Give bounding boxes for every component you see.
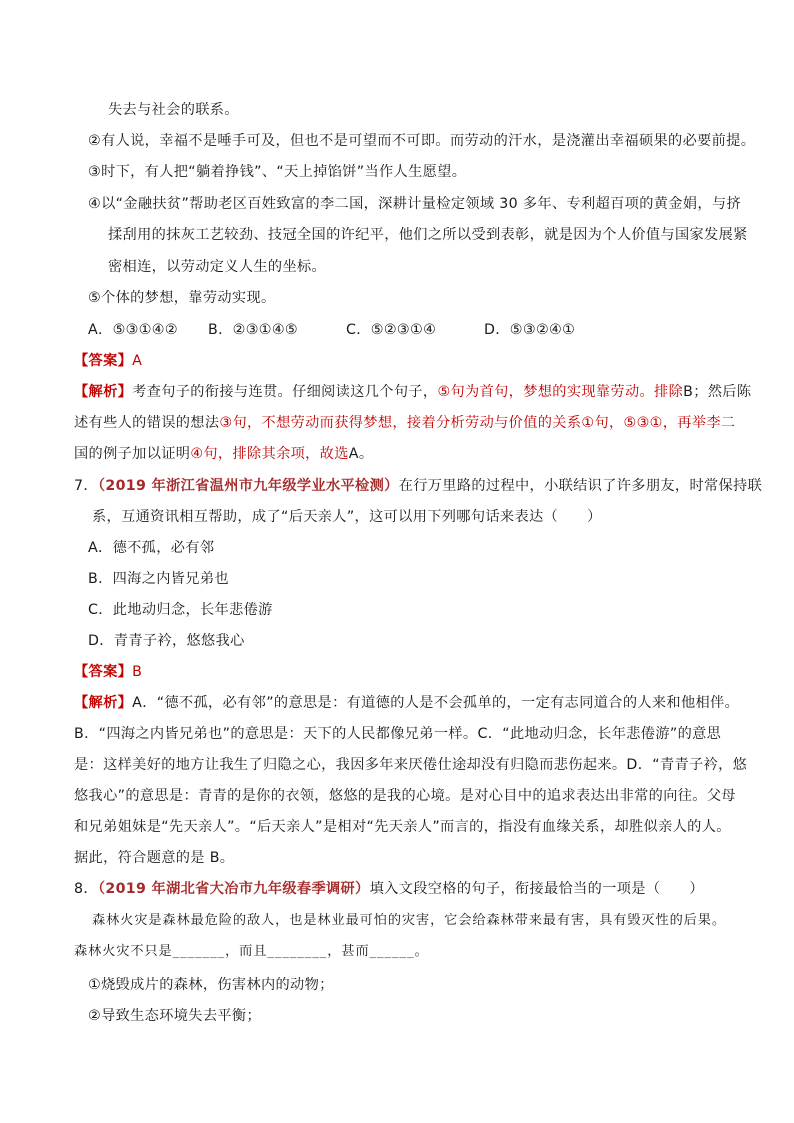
q6-sentence-5: ⑤个体的梦想，靠劳动实现。 <box>88 290 276 306</box>
analysis-highlight: ④句，排除其余项，故选 <box>190 446 349 462</box>
analysis-text: 考查句子的衔接与连贯。仔细阅读这几个句子， <box>132 384 438 400</box>
q7-source: （2019 年浙江省温州市九年级学业水平检测） <box>97 478 399 494</box>
q7-stem-line-1 <box>74 476 762 496</box>
q7-option-d: D．青青子衿，悠悠我心 <box>88 633 245 649</box>
analysis-tag: 【解析】 <box>74 695 133 711</box>
analysis-highlight: ③句，不想劳动而获得梦想，接着分析劳动与价值的关系 <box>219 415 582 431</box>
q6-answer <box>74 351 142 371</box>
analysis-tag: 【解析】 <box>74 384 133 400</box>
analysis-text: 述有些人的错误的想法 <box>74 415 220 431</box>
q7-option-a: A．德不孤，必有邻 <box>88 540 215 556</box>
q8-passage-line-1: 森林火灾是森林最危险的敌人，也是林业最可怕的灾害，它会给森林带来最有害，具有毁灭性的后果。 <box>92 913 726 928</box>
answer-tag: 【答案】 <box>74 664 133 680</box>
q6-sentence-4-line-3: 密相连，以劳动定义人生的坐标。 <box>108 259 327 275</box>
q6-options <box>88 320 575 340</box>
q7-option-c: C．此地动归念，长年悲倦游 <box>88 602 273 618</box>
q8-passage-line-2: 森林火灾不只是_______，而且________，甚而______。 <box>74 944 429 959</box>
q7-analysis-line-4: 悠我心”的意思是：青青的是你的衣领，悠悠的是我的心境。是对心目中的追求表达出非常的向往。父母 <box>74 788 736 804</box>
q8-number: 8． <box>74 881 98 897</box>
q7-analysis-line-5: 和兄弟姐妹是“先天亲人”。“后天亲人”是相对“先天亲人”而言的，指没有血缘关系，却胜似亲人的人。 <box>74 819 731 835</box>
analysis-text: A <box>348 446 359 462</box>
q6-analysis-line-3 <box>74 444 373 464</box>
q8-stem-text: 填入文段空格的句子，衔接最恰当的一项是（ ） <box>369 881 704 897</box>
analysis-highlight: ①句，⑤③①，再举李二 <box>581 415 736 431</box>
q6-analysis-line-2 <box>74 413 735 433</box>
q8-stem <box>74 879 704 899</box>
q7-stem: 在行万里路的过程中，小联结识了许多朋友，时常保持联 <box>398 478 763 494</box>
q6-sentence-4-line-2: 揉刮用的抹灰工艺较劲、技冠全国的许纪平，他们之所以受到表彰，就是因为个人价值与国家发展紧 <box>108 227 748 243</box>
q7-answer <box>74 662 142 682</box>
q7-analysis-line-3: 是：这样美好的地方让我生了归隐之心，我因多年来厌倦仕途却没有归隐而悲伤起来。D．“青青子衿，悠 <box>74 757 748 773</box>
q6-option-c: C．⑤②③①④ <box>346 322 437 338</box>
analysis-highlight: ⑤句为首句，梦想的实现靠劳动。排除 <box>437 384 684 400</box>
q6-option-a: A．⑤③①④② <box>88 322 178 338</box>
q7-stem-line-2: 系，互通资讯相互帮助，成了“后天亲人”，这可以用下列哪句话来表达（ ） <box>92 509 602 525</box>
q7-option-b: B．四海之内皆兄弟也 <box>88 571 229 587</box>
q6-sentence-3: ③时下，有人把“躺着挣钱”、“天上掉馅饼”当作人生愿望。 <box>88 164 467 180</box>
q6-analysis-line-1 <box>74 382 751 402</box>
q7-analysis-line-1 <box>74 693 739 713</box>
q6-sentence-2: ②有人说，幸福不是唾手可及，但也不是可望而不可即。而劳动的汗水，是浇灌出幸福硕果的必要前提。 <box>88 133 756 149</box>
q6-option-d: D．⑤③②④① <box>484 322 576 338</box>
analysis-text: A．“德不孤，必有邻”的意思是：有道德的人是不会孤单的，一定有志同道合的人来和他相伴。 <box>132 695 740 711</box>
answer-value: A <box>132 353 143 369</box>
q8-sentence-2: ②导致生态环境失去平衡； <box>88 1008 261 1024</box>
q7-analysis-line-2: B．“四海之内皆兄弟也”的意思是：天下的人民都像兄弟一样。C．“此地动归念，长年悲倦游”的意思 <box>74 726 722 742</box>
q6-option-b: B．②③①④⑤ <box>208 322 298 338</box>
q7-number: 7． <box>74 478 98 494</box>
analysis-text: B <box>683 384 694 400</box>
answer-value: B <box>132 664 143 680</box>
analysis-text: ；然后陈 <box>693 384 752 400</box>
answer-tag: 【答案】 <box>74 353 133 369</box>
q6-sentence-1-end: 失去与社会的联系。 <box>108 102 239 118</box>
analysis-text: 。 <box>358 446 374 462</box>
q8-source: （2019 年湖北省大冶市九年级春季调研） <box>97 881 370 897</box>
q8-sentence-1: ①烧毁成片的森林，伤害林内的动物； <box>88 977 334 993</box>
q7-analysis-line-6: 据此，符合题意的是 B。 <box>74 850 235 866</box>
analysis-text: 国的例子加以证明 <box>74 446 191 462</box>
q6-sentence-4-line-1: ④以“金融扶贫”帮助老区百姓致富的李二国，深耕计量检定领域 30 多年、专利超百项的黄金娟，与挤 <box>88 196 741 212</box>
